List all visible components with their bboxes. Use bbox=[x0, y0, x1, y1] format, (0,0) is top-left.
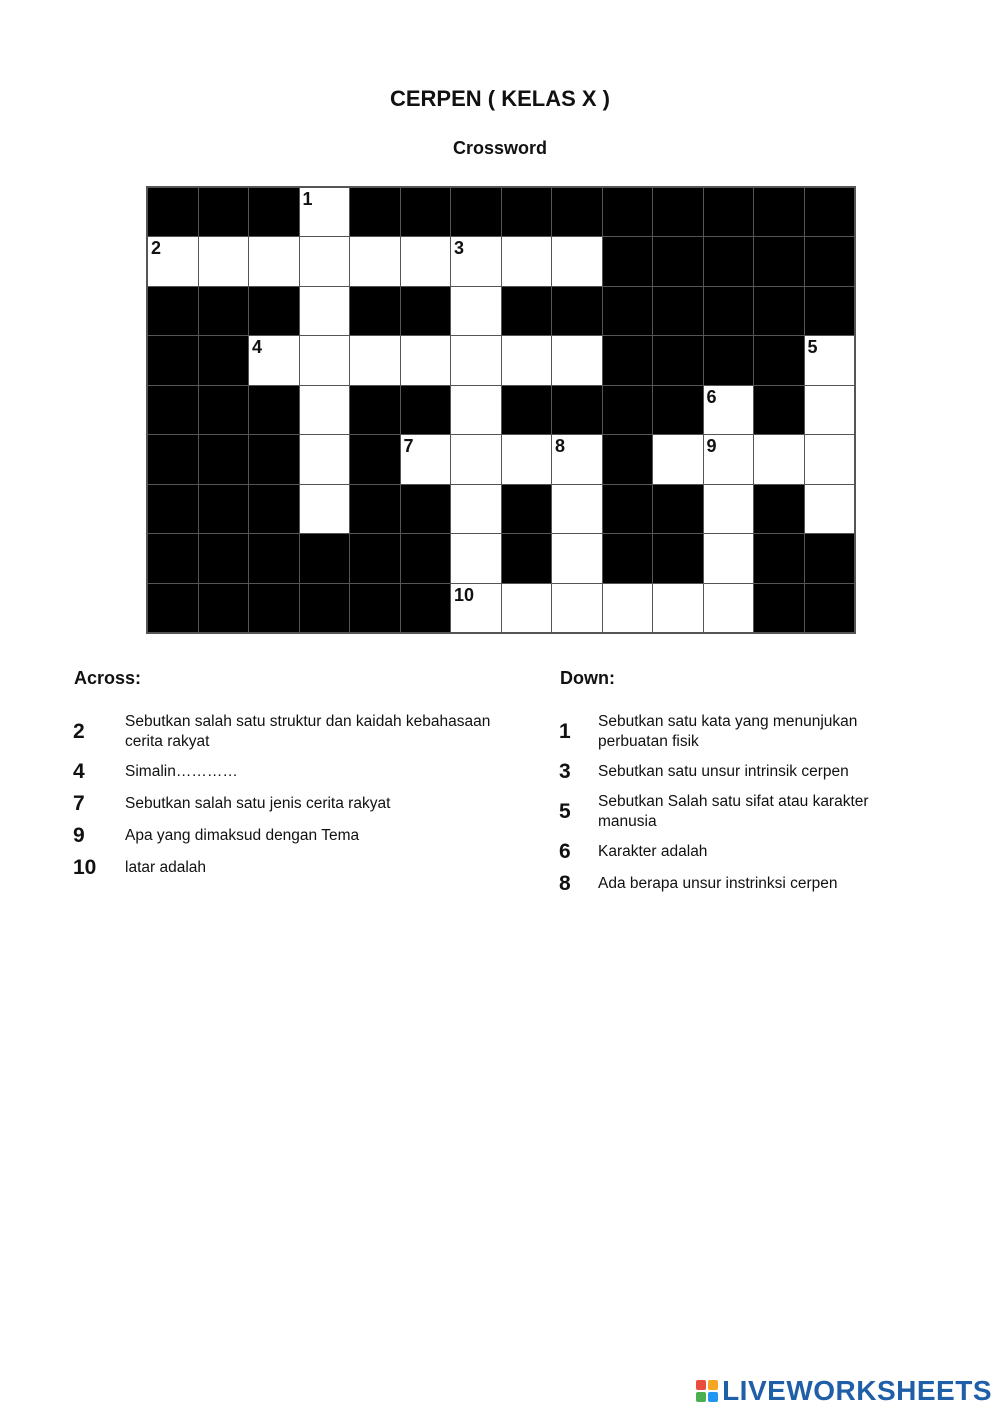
crossword-block bbox=[653, 188, 703, 236]
crossword-cell[interactable] bbox=[805, 386, 855, 434]
crossword-cell[interactable] bbox=[300, 188, 350, 236]
crossword-block bbox=[199, 435, 249, 483]
crossword-block bbox=[502, 485, 552, 533]
crossword-cell[interactable] bbox=[704, 534, 754, 582]
cell-number: 1 bbox=[302, 189, 313, 209]
crossword-block bbox=[199, 485, 249, 533]
clue-text: Ada berapa unsur instrinksi cerpen bbox=[598, 875, 838, 892]
crossword-block bbox=[401, 287, 451, 335]
crossword-block bbox=[754, 287, 804, 335]
crossword-block bbox=[148, 485, 198, 533]
crossword-block bbox=[148, 287, 198, 335]
crossword-cell[interactable] bbox=[451, 287, 501, 335]
clue-number: 4 bbox=[73, 760, 85, 783]
crossword-cell[interactable] bbox=[300, 485, 350, 533]
clue-across-2 bbox=[73, 712, 525, 752]
clue-text: Karakter adalah bbox=[598, 843, 708, 860]
clue-text: Sebutkan Salah satu sifat atau karakter manusia bbox=[598, 793, 869, 830]
crossword-cell[interactable] bbox=[300, 435, 350, 483]
clue-number: 8 bbox=[559, 872, 571, 895]
crossword-block bbox=[300, 584, 350, 632]
crossword-block bbox=[603, 534, 653, 582]
clue-across-4 bbox=[73, 760, 525, 784]
crossword-cell[interactable] bbox=[451, 485, 501, 533]
crossword-block bbox=[199, 287, 249, 335]
crossword-cell[interactable] bbox=[552, 584, 602, 632]
crossword-cell[interactable] bbox=[249, 336, 299, 384]
crossword-block bbox=[805, 188, 855, 236]
crossword-cell[interactable] bbox=[350, 237, 400, 285]
crossword-cell[interactable] bbox=[451, 584, 501, 632]
cell-number: 10 bbox=[454, 584, 475, 605]
logo-square bbox=[696, 1392, 706, 1402]
crossword-cell[interactable] bbox=[805, 435, 855, 483]
clue-down-1 bbox=[559, 712, 898, 752]
crossword-cell[interactable] bbox=[502, 336, 552, 384]
crossword-block bbox=[552, 386, 602, 434]
crossword-block bbox=[603, 336, 653, 384]
crossword-block bbox=[148, 336, 198, 384]
crossword-block bbox=[401, 534, 451, 582]
crossword-cell[interactable] bbox=[451, 336, 501, 384]
crossword-block bbox=[401, 386, 451, 434]
crossword-block bbox=[148, 188, 198, 236]
crossword-cell[interactable] bbox=[300, 336, 350, 384]
crossword-cell[interactable] bbox=[502, 584, 552, 632]
crossword-block bbox=[249, 435, 299, 483]
clue-across-10 bbox=[73, 856, 525, 880]
crossword-block bbox=[350, 584, 400, 632]
crossword-block bbox=[148, 435, 198, 483]
cell-number: 6 bbox=[706, 386, 717, 407]
cell-number: 8 bbox=[555, 436, 566, 457]
across-heading: Across: bbox=[74, 668, 142, 688]
crossword-block bbox=[754, 336, 804, 384]
crossword-block bbox=[754, 188, 804, 236]
cell-number: 4 bbox=[252, 337, 263, 358]
crossword-block bbox=[350, 485, 400, 533]
crossword-block bbox=[754, 584, 804, 632]
crossword-block bbox=[199, 386, 249, 434]
crossword-block bbox=[603, 435, 653, 483]
crossword-block bbox=[300, 534, 350, 582]
crossword-block bbox=[401, 485, 451, 533]
crossword-block bbox=[704, 188, 754, 236]
clue-number: 7 bbox=[73, 792, 85, 815]
clue-number: 10 bbox=[73, 856, 97, 879]
crossword-cell[interactable] bbox=[502, 435, 552, 483]
liveworksheets-icon bbox=[696, 1380, 718, 1402]
crossword-block bbox=[805, 584, 855, 632]
crossword-cell[interactable] bbox=[300, 237, 350, 285]
crossword-block bbox=[350, 534, 400, 582]
logo-text: LIVEWORKSHEETS bbox=[722, 1375, 992, 1406]
clue-number: 2 bbox=[73, 720, 85, 743]
page-title: CERPEN ( KELAS X ) bbox=[389, 86, 611, 111]
clue-text: Apa yang dimaksud dengan Tema bbox=[125, 827, 360, 844]
crossword-cell[interactable] bbox=[653, 435, 703, 483]
crossword-cell[interactable] bbox=[552, 534, 602, 582]
crossword-block bbox=[148, 584, 198, 632]
logo-square bbox=[708, 1392, 718, 1402]
crossword-block bbox=[502, 287, 552, 335]
clue-across-7 bbox=[73, 792, 525, 816]
crossword-block bbox=[401, 584, 451, 632]
crossword-block bbox=[754, 485, 804, 533]
crossword-block bbox=[199, 188, 249, 236]
crossword-block bbox=[502, 188, 552, 236]
crossword-block bbox=[704, 237, 754, 285]
down-clue-list bbox=[559, 712, 898, 904]
crossword-cell[interactable] bbox=[653, 584, 703, 632]
clue-number: 3 bbox=[559, 760, 571, 783]
crossword-block bbox=[249, 287, 299, 335]
crossword-block bbox=[653, 287, 703, 335]
crossword-block bbox=[653, 336, 703, 384]
across-clue-list bbox=[73, 712, 525, 888]
crossword-block bbox=[653, 534, 703, 582]
crossword-block bbox=[653, 485, 703, 533]
clue-text: Simalin………… bbox=[125, 763, 238, 780]
liveworksheets-logo bbox=[696, 1375, 992, 1407]
crossword-cell[interactable] bbox=[552, 237, 602, 285]
crossword-cell[interactable] bbox=[805, 485, 855, 533]
clue-down-5 bbox=[559, 792, 898, 832]
crossword-block bbox=[704, 287, 754, 335]
crossword-block bbox=[249, 485, 299, 533]
crossword-cell[interactable] bbox=[451, 435, 501, 483]
clue-text: Sebutkan satu unsur intrinsik cerpen bbox=[598, 763, 849, 780]
crossword-block bbox=[653, 386, 703, 434]
clue-down-6 bbox=[559, 840, 898, 864]
clue-number: 6 bbox=[559, 840, 571, 863]
crossword-cell[interactable] bbox=[704, 435, 754, 483]
crossword-cell[interactable] bbox=[552, 485, 602, 533]
crossword-cell[interactable] bbox=[401, 336, 451, 384]
crossword-block bbox=[502, 386, 552, 434]
logo-square bbox=[708, 1380, 718, 1390]
crossword-block bbox=[249, 584, 299, 632]
crossword-block bbox=[401, 188, 451, 236]
page-subtitle: Crossword bbox=[452, 138, 548, 158]
crossword-block bbox=[350, 435, 400, 483]
crossword-block bbox=[502, 534, 552, 582]
crossword-cell[interactable] bbox=[704, 584, 754, 632]
crossword-block bbox=[754, 237, 804, 285]
crossword-cell[interactable] bbox=[704, 386, 754, 434]
crossword-block bbox=[350, 386, 400, 434]
crossword-cell[interactable] bbox=[502, 237, 552, 285]
crossword-cell[interactable] bbox=[754, 435, 804, 483]
cell-number: 9 bbox=[706, 436, 717, 457]
crossword-cell[interactable] bbox=[199, 237, 249, 285]
crossword-cell[interactable] bbox=[451, 386, 501, 434]
down-heading: Down: bbox=[560, 668, 615, 688]
crossword-cell[interactable] bbox=[451, 534, 501, 582]
clue-number: 9 bbox=[73, 824, 85, 847]
clue-number: 1 bbox=[559, 720, 571, 743]
crossword-block bbox=[704, 336, 754, 384]
clue-across-9 bbox=[73, 824, 525, 848]
cell-number: 5 bbox=[807, 337, 818, 358]
crossword-cell[interactable] bbox=[704, 485, 754, 533]
crossword-block bbox=[552, 287, 602, 335]
crossword-block bbox=[603, 237, 653, 285]
clue-text: Sebutkan salah satu struktur dan kaidah kebahasaan cerita rakyat bbox=[125, 713, 491, 750]
crossword-cell[interactable] bbox=[249, 237, 299, 285]
clue-text: latar adalah bbox=[125, 859, 207, 876]
crossword-block bbox=[451, 188, 501, 236]
clue-text: Sebutkan salah satu jenis cerita rakyat bbox=[125, 795, 391, 812]
crossword-cell[interactable] bbox=[603, 584, 653, 632]
crossword-block bbox=[603, 386, 653, 434]
crossword-block bbox=[603, 485, 653, 533]
crossword-block bbox=[754, 386, 804, 434]
crossword-cell[interactable] bbox=[148, 237, 198, 285]
crossword-cell[interactable] bbox=[401, 237, 451, 285]
crossword-cell[interactable] bbox=[552, 435, 602, 483]
crossword-block bbox=[199, 534, 249, 582]
cell-number: 3 bbox=[454, 238, 465, 259]
crossword-block bbox=[552, 188, 602, 236]
clue-down-8 bbox=[559, 872, 898, 896]
clue-number: 5 bbox=[559, 800, 571, 823]
crossword-block bbox=[805, 237, 855, 285]
crossword-block bbox=[249, 534, 299, 582]
crossword-block bbox=[249, 386, 299, 434]
cell-number: 7 bbox=[403, 436, 414, 457]
crossword-grid bbox=[146, 186, 856, 634]
crossword-cell[interactable] bbox=[300, 386, 350, 434]
crossword-block bbox=[148, 386, 198, 434]
crossword-block bbox=[199, 336, 249, 384]
crossword-cell[interactable] bbox=[350, 336, 400, 384]
crossword-block bbox=[350, 188, 400, 236]
crossword-cell[interactable] bbox=[805, 336, 855, 384]
crossword-block bbox=[148, 534, 198, 582]
crossword-block bbox=[249, 188, 299, 236]
crossword-block bbox=[805, 534, 855, 582]
clue-text: Sebutkan satu kata yang menunjukan perbuatan fisik bbox=[598, 713, 858, 750]
crossword-block bbox=[603, 188, 653, 236]
crossword-cell[interactable] bbox=[552, 336, 602, 384]
crossword-cell[interactable] bbox=[401, 435, 451, 483]
crossword-cell[interactable] bbox=[451, 237, 501, 285]
crossword-cell[interactable] bbox=[300, 287, 350, 335]
crossword-block bbox=[653, 237, 703, 285]
crossword-block bbox=[199, 584, 249, 632]
clue-down-3 bbox=[559, 760, 898, 784]
logo-square bbox=[696, 1380, 706, 1390]
crossword-block bbox=[603, 287, 653, 335]
crossword-block bbox=[350, 287, 400, 335]
cell-number: 2 bbox=[151, 238, 162, 259]
crossword-block bbox=[805, 287, 855, 335]
crossword-block bbox=[754, 534, 804, 582]
